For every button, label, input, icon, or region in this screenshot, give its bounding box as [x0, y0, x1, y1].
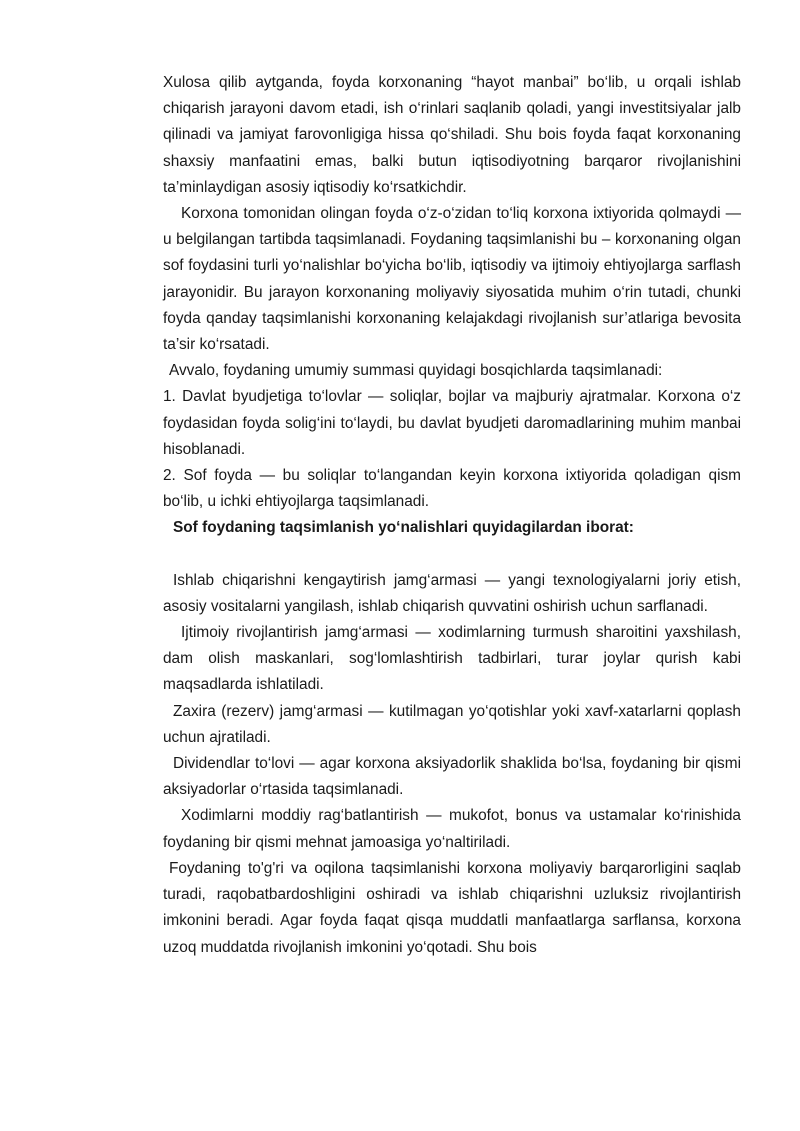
paragraph-social-fund: Ijtimoiy rivojlantirish jamg‘armasi — xodimlarning turmush sharoitini yaxshilash, dam olish maskanlari, sog‘lomlashtirish tadbirlari, turar joylar qurish kabi maqsadlarda ishlatiladi. — [163, 624, 741, 694]
list-item-net-profit: 2. Sof foyda — bu soliqlar to‘langandan keyin korxona ixtiyorida qoladigan qism bo‘lib, u ichki ehtiyojlarga taqsimlanadi. — [163, 467, 741, 511]
blank-line — [163, 542, 741, 568]
paragraph-dividends: Dividendlar to‘lovi — agar korxona aksiyadorlik shaklida bo‘lsa, foydaning bir qismi aksiyadorlar o‘rtasida taqsimlanadi. — [163, 755, 741, 799]
document-page — [163, 70, 741, 961]
paragraph-conclusion: Xulosa qilib aytganda, foyda korxonaning “hayot manbai” bo‘lib, u orqali ishlab chiqarish jarayoni davom etadi, ish o‘rinlari saqlanib qoladi, yangi investitsiyalar jalb qilinadi va jamiyat farovonligiga hissa qo‘shiladi. Shu bois foyda faqat korxonaning shaxsiy manfaatini emas, balki butun iqtisodiyotning barqaror rivojlanishini ta’minlaydigan asosiy iqtisodiy ko‘rsatkichdir. — [163, 74, 741, 196]
paragraph-profit-distribution-intro: Korxona tomonidan olingan foyda o‘z-o‘zidan to‘liq korxona ixtiyorida qolmaydi — u belgilangan tartibda taqsimlanadi. Foydaning taqsimlanishi bu – korxonaning olgan sof foydasini turli yo‘nalishlar bo‘yicha bo‘lib, iqtisodiy va ijtimoiy ehtiyojlarga sarflash jarayonidir. Bu jarayon korxonaning moliyaviy siyosatida muhim o‘rin tutadi, chunki foyda qanday taqsimlanishi korxonaning kelajakdagi rivojlanish sur’atlariga bevosita ta’sir ko‘rsatadi. — [163, 205, 741, 354]
paragraph-reserve-fund: Zaxira (rezerv) jamg‘armasi — kutilmagan yo‘qotishlar yoki xavf-xatarlarni qoplash uchun ajratiladi. — [163, 702, 741, 746]
section-heading-net-profit-directions: Sof foydaning taqsimlanish yo‘nalishlari quyidagilardan iborat: — [173, 519, 634, 537]
paragraph-production-fund: Ishlab chiqarishni kengaytirish jamg‘armasi — yangi texnologiyalarni joriy etish, asosiy vositalarni yangilash, ishlab chiqarish quvvatini oshirish uchun sarflanadi. — [163, 571, 741, 615]
paragraph-stages-intro: Avvalo, foydaning umumiy summasi quyidagi bosqichlarda taqsimlanadi: — [169, 362, 663, 380]
paragraph-employee-incentives: Xodimlarni moddiy rag‘batlantirish — mukofot, bonus va ustamalar ko‘rinishida foydaning bir qismi mehnat jamoasiga yo‘naltiriladi. — [163, 807, 741, 851]
list-item-state-budget: 1. Davlat byudjetiga to‘lovlar — soliqlar, bojlar va majburiy ajratmalar. Korxona o‘z foydasidan foyda solig‘ini to‘laydi, bu davlat byudjeti daromadlarining muhim manbai hisoblanadi. — [163, 388, 741, 458]
paragraph-proper-distribution: Foydaning to'g'ri va oqilona taqsimlanishi korxona moliyaviy barqarorligini saqlab turadi, raqobatbardoshligini oshiradi va ishlab chiqarishni uzluksiz rivojlantirish imkonini beradi. Agar foyda faqat qisqa muddatli manfaatlarga sarflansa, korxona uzoq muddatda rivojlanish imkonini yo‘qotadi. Shu bois — [163, 859, 741, 956]
